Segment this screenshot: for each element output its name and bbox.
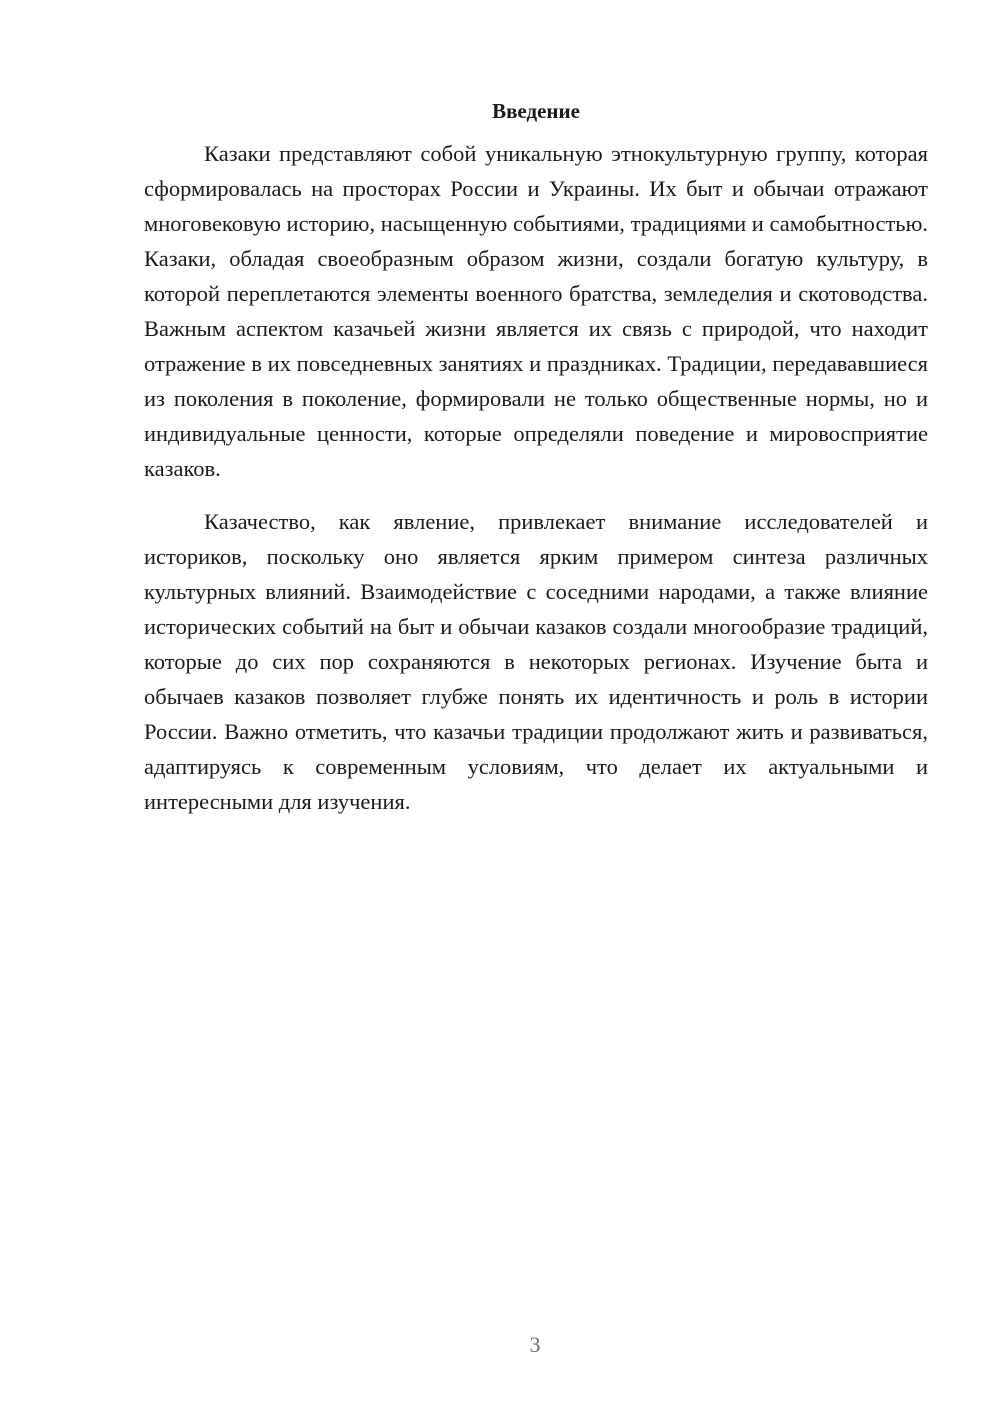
- page-number: 3: [529, 1332, 541, 1357]
- paragraph-2: Казачество, как явление, привлекает внимание исследователей и историков, поскольку оно является ярким примером синтеза различных культурных влияний. Взаимодействие с соседними народами, а также влияние исторических событий на быт и обычаи казаков создали многообразие традиций, которые до сих пор сохраняются в некоторых регионах. Изучение быта и обычаев казаков позволяет глубже понять их идентичность и роль в истории России. Важно отметить, что казачьи традиции продолжают жить и развиваться, адаптируясь к современным условиям, что делает их актуальными и интересными для изучения.: [144, 509, 928, 814]
- paragraph-1: Казаки представляют собой уникальную этнокультурную группу, которая сформировалась на просторах России и Украины. Их быт и обычаи отражают многовековую историю, насыщенную событиями, традициями и самобытностью. Казаки, обладая своеобразным образом жизни, создали богатую культуру, в которой переплетаются элементы военного братства, земледелия и скотоводства. Важным аспектом казачьей жизни является их связь с природой, что находит отражение в их повседневных занятиях и праздниках. Традиции, передававшиеся из поколения в поколение, формировали не только общественные нормы, но и индивидуальные ценности, которые определяли поведение и мировосприятие казаков.: [144, 141, 928, 481]
- section-title: Введение: [492, 99, 580, 123]
- page-content: [144, 96, 928, 819]
